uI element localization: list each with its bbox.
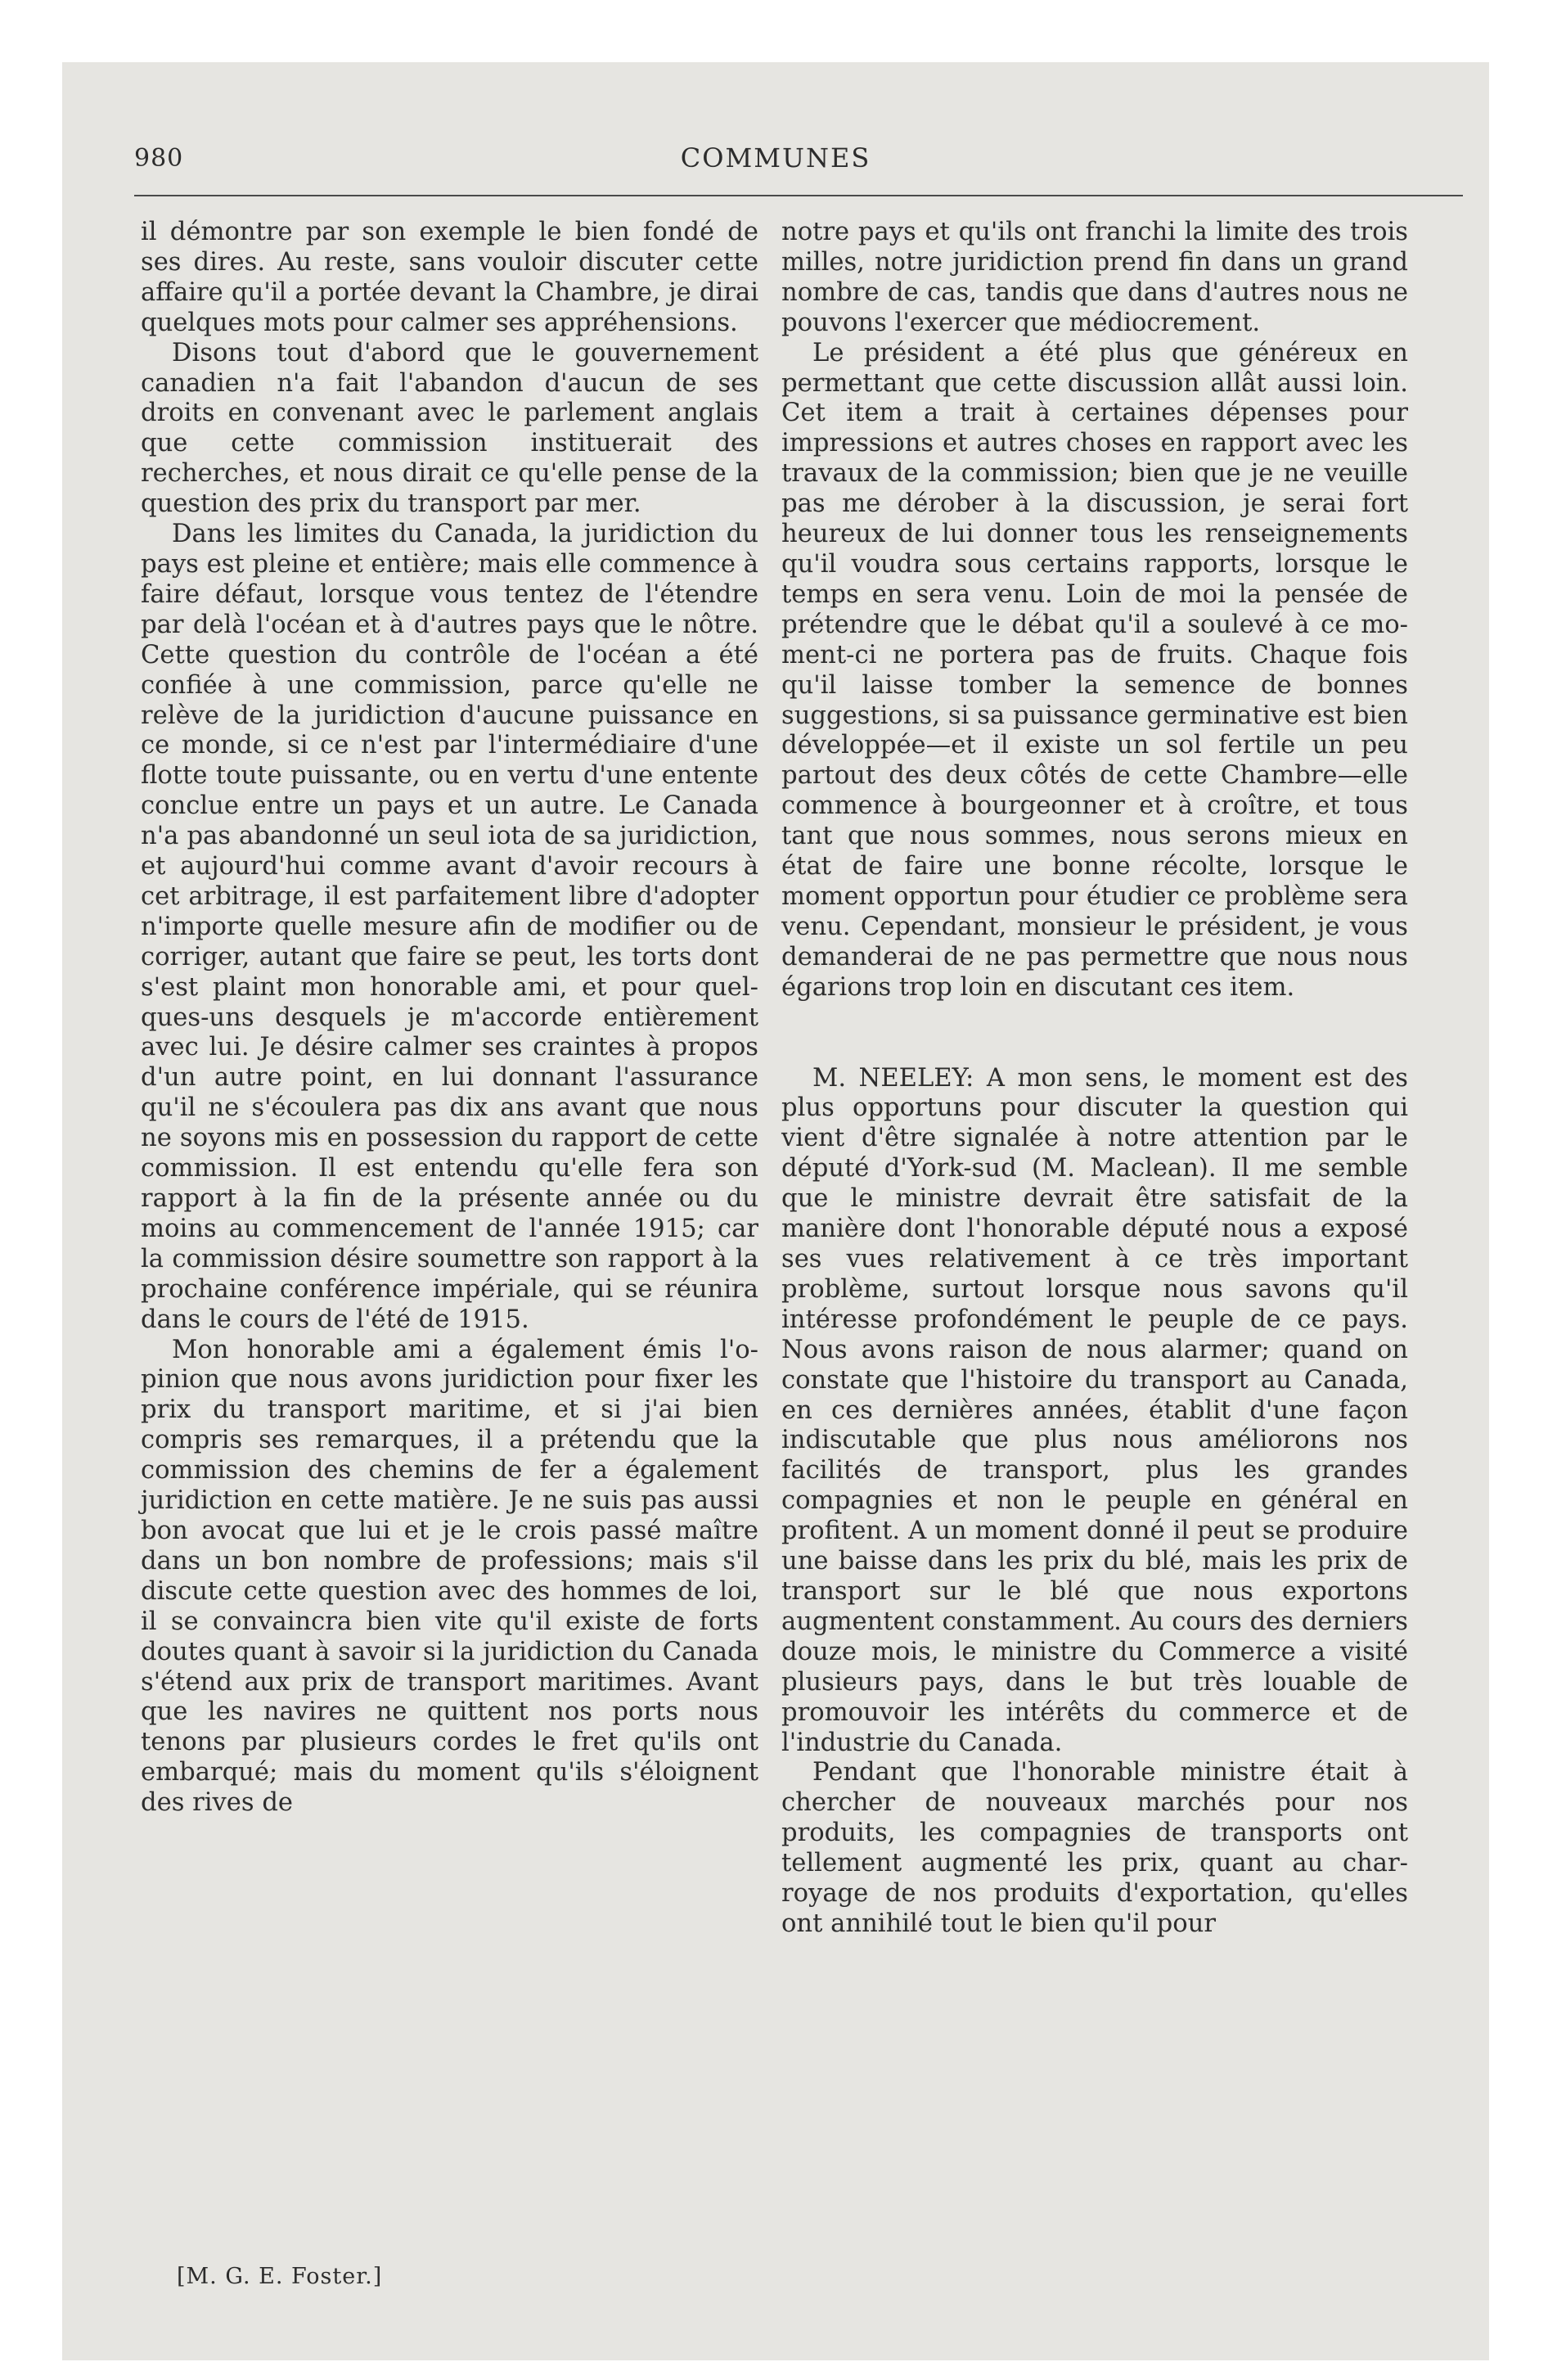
- paragraph: Dans les limites du Canada, la juridiction du pays est pleine et entière; mais elle commence à faire défaut, lorsque vous tentez de l'étendre par delà l'océan et à d'autres pays que le nôtre. Cette question du contrôle de l'océan a été confiée à une commission, parce qu'elle ne relève de la juridiction d'aucune puissance en ce monde, si ce n'est par l'intermédiaire d'une flotte toute puissante, ou en vertu d'une entente conclue entre un pays et un autre. Le Canada n'a pas abandonné un seul iota de sa juridiction, et aujourd'hui comme avant d'avoir recours à cet arbitrage, il est parfaitement libre d'adopter n'importe quelle mesure afin de modifier ou de corriger, autant que faire se peut, les torts dont s'est plaint mon honorable ami, et pour quelques-uns desquels je m'accorde entièrement avec lui. Je désire calmer ses craintes à propos d'un autre point, en lui donnant l'assurance qu'il ne s'écoulera pas dix ans avant que nous ne soyons mis en possession du rapport de cette commission. Il est entendu qu'elle fera son rapport à la fin de la présente année ou du moins au commencement de l'année 1915; car la commission désire soumettre son rapport à la prochaine conférence impériale, qui se réunira dans le cours de l'été de 1915.: [141, 520, 758, 1334]
- paragraph: Disons tout d'abord que le gouvernement canadien n'a fait l'abandon d'aucun de ses droits en convenant avec le parlement anglais que cette commission instituerait des recherches, et nous dirait ce qu'elle pense de la question des prix du transport par mer.: [141, 338, 758, 519]
- header-rule: [134, 195, 1463, 196]
- speaker-attribution: [M. G. E. Foster.]: [177, 2264, 383, 2289]
- page-number: 980: [134, 144, 184, 173]
- left-column: [141, 218, 758, 1819]
- paragraph: Pendant que l'honorable ministre était à chercher de nouveaux marchés pour nos produits, les compagnies de transports ont tellement augmenté les prix, quant au charroyage de nos produits d'exportation, qu'elles ont annihilé tout le bien qu'il pour: [781, 1758, 1408, 1938]
- paragraph: Le président a été plus que généreux en permettant que cette discussion allât aussi loin. Cet item a trait à certaines dépenses pour impressions et autres choses en rapport avec les travaux de la commission; bien que je ne veuille pas me dérober à la discussion, je serai fort heureux de lui donner tous les renseignements qu'il voudra sous certains rapports, lorsque le temps en sera venu. Loin de moi la pensée de prétendre que le débat qu'il a soulevé à ce moment-ci ne portera pas de fruits. Chaque fois qu'il laisse tomber la semence de bonnes suggestions, si sa puissance germinative est bien développée—et il existe un sol fertile un peu partout des deux côtés de cette Chambre—elle commence à bourgeonner et à croître, et tous tant que nous sommes, nous serons mieux en état de faire une bonne récolte, lorsque le moment opportun pour étudier ce problème sera venu. Cependant, monsieur le président, je vous demanderai de ne pas permettre que nous nous égarions trop loin en discutant ces item.: [781, 338, 1408, 1002]
- paragraph: il démontre par son exemple le bien fondé de ses dires. Au reste, sans vouloir discuter cette affaire qu'il a portée devant la Chambre, je dirai quelques mots pour calmer ses appréhensions.: [141, 218, 758, 337]
- right-column: [781, 218, 1408, 1940]
- paragraph: notre pays et qu'ils ont franchi la limite des trois milles, notre juridiction prend fin dans un grand nombre de cas, tandis que dans d'autres nous ne pouvons l'exercer que médiocrement.: [781, 218, 1408, 337]
- paragraph: Mon honorable ami a également émis l'opinion que nous avons juridiction pour fixer les prix du transport maritime, et si j'ai bien compris ses remarques, il a prétendu que la commission des chemins de fer a également juridiction en cette matière. Je ne suis pas aussi bon avocat que lui et je le crois passé maître dans un bon nombre de professions; mais s'il discute cette question avec des hommes de loi, il se convaincra bien vite qu'il existe de forts doutes quant à savoir si la juridiction du Canada s'étend aux prix de transport maritimes. Avant que les navires ne quittent nos ports nous tenons par plusieurs cordes le fret qu'ils ont embarqué; mais du moment qu'ils s'éloignent des rives de: [141, 1335, 758, 1818]
- running-title: COMMUNES: [680, 142, 871, 174]
- speech-paragraph: M. NEELEY: A mon sens, le moment est des plus opportuns pour discuter la question qui vient d'être signalée à notre attention par le député d'York-sud (M. Maclean). Il me semble que le ministre devrait être satisfait de la manière dont l'honorable député nous a exposé ses vues relativement à ce très important problème, surtout lorsque nous savons qu'il intéresse profondément le peuple de ce pays. Nous avons raison de nous alarmer; quand on constate que l'histoire du transport au Canada, en ces dernières années, établit d'une façon indiscutable que plus nous améliorons nos facilités de transport, plus les grandes compagnies et non le peuple en général en profitent. A un moment donné il peut se produire une baisse dans les prix du blé, mais les prix de transport sur le blé que nous exportons augmentent constamment. Au cours des derniers douze mois, le ministre du Commerce a visité plusieurs pays, dans le but très louable de promouvoir les intérêts du commerce et de l'industrie du Canada.: [781, 1063, 1408, 1757]
- document-page: [62, 62, 1489, 2360]
